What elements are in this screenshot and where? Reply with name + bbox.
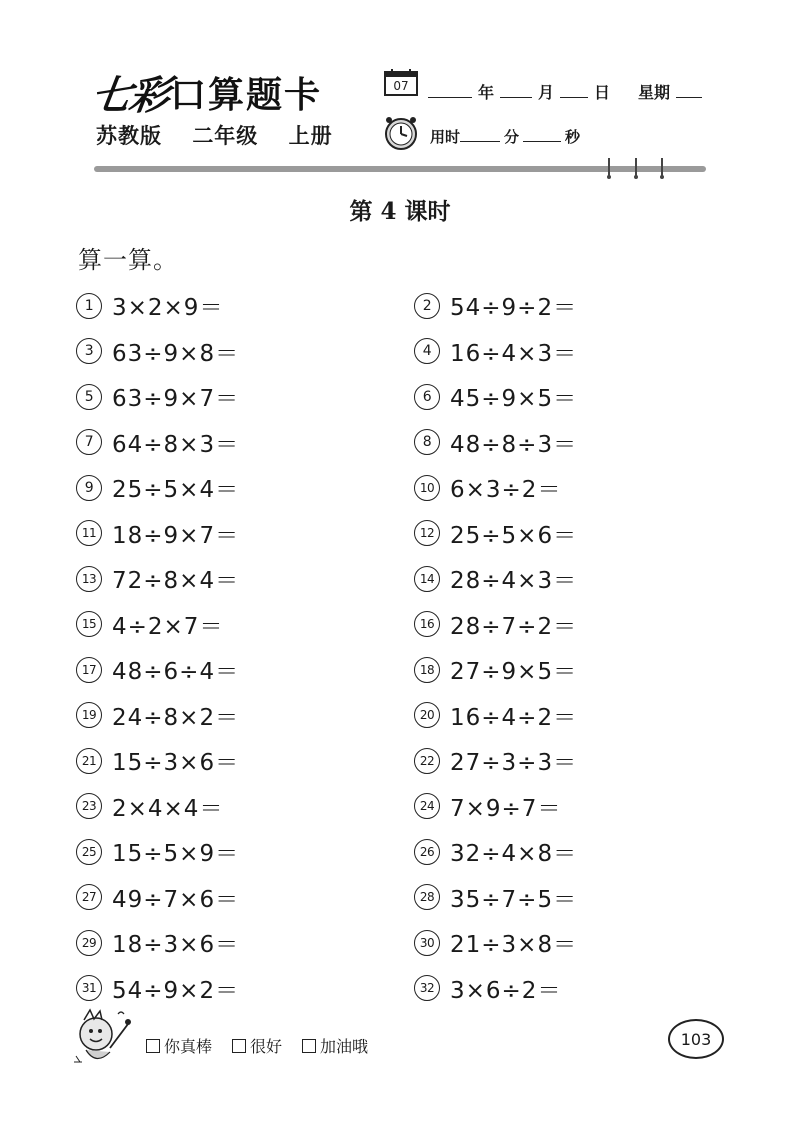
binder-ring-icon — [660, 158, 664, 180]
problem-expression: 35÷7÷5＝ — [450, 886, 578, 913]
binder-ring-icon — [634, 158, 638, 180]
problem-number: 17 — [76, 657, 102, 683]
problem-expression: 63÷9×8＝ — [112, 340, 240, 367]
problem-number: 12 — [414, 520, 440, 546]
weekday-blank[interactable] — [676, 83, 702, 98]
problem-expression: 6×3÷2＝ — [450, 477, 562, 504]
self-rating — [146, 1034, 368, 1057]
problem-number: 10 — [414, 475, 440, 501]
problem-number: 14 — [414, 566, 440, 592]
minutes-label: 分 — [504, 128, 520, 146]
problem-expression: 2×4×4＝ — [112, 795, 224, 822]
problem-number: 20 — [414, 702, 440, 728]
problem-number: 27 — [76, 884, 102, 910]
problem-number: 25 — [76, 839, 102, 865]
problem-expression: 54÷9×2＝ — [112, 977, 240, 1004]
problem-item — [76, 693, 414, 739]
problem-expression: 48÷6÷4＝ — [112, 659, 240, 686]
day-label: 日 — [594, 83, 611, 102]
problem-item — [76, 374, 414, 420]
problem-expression: 28÷4×3＝ — [450, 568, 578, 595]
checkbox-icon[interactable] — [146, 1039, 160, 1053]
problem-item — [414, 556, 714, 602]
problem-expression: 15÷3×6＝ — [112, 750, 240, 777]
problem-item — [76, 283, 414, 329]
rating-label: 很好 — [250, 1037, 283, 1056]
problem-number: 1 — [76, 293, 102, 319]
weekday-label: 星期 — [638, 83, 671, 102]
problem-expression: 63÷9×7＝ — [112, 386, 240, 413]
problem-number: 21 — [76, 748, 102, 774]
problem-expression: 16÷4×3＝ — [450, 340, 578, 367]
problem-number: 11 — [76, 520, 102, 546]
problem-item — [76, 511, 414, 557]
problem-number: 8 — [414, 429, 440, 455]
problem-expression: 25÷5×6＝ — [450, 522, 578, 549]
problem-number: 15 — [76, 611, 102, 637]
problem-number: 26 — [414, 839, 440, 865]
problem-number: 6 — [414, 384, 440, 410]
problem-item — [76, 602, 414, 648]
problem-expression: 15÷5×9＝ — [112, 841, 240, 868]
problem-item — [76, 875, 414, 921]
problem-item — [76, 465, 414, 511]
problem-item — [76, 966, 414, 1012]
rating-label: 加油哦 — [320, 1037, 369, 1056]
problem-grid — [76, 283, 716, 1011]
alarm-clock-icon — [382, 114, 420, 152]
problem-expression: 48÷8÷3＝ — [450, 431, 578, 458]
problem-item — [414, 738, 714, 784]
problem-expression: 16÷4÷2＝ — [450, 704, 578, 731]
instruction: 算一算。 — [78, 246, 178, 274]
brand-prefix: 七彩 — [88, 71, 171, 119]
problem-number: 2 — [414, 293, 440, 319]
problem-item — [76, 647, 414, 693]
time-fields — [430, 126, 584, 147]
problem-number: 29 — [76, 930, 102, 956]
mascot-illustration-icon — [70, 1008, 136, 1068]
problem-number: 31 — [76, 975, 102, 1001]
problem-number: 4 — [414, 338, 440, 364]
problem-expression: 45÷9×5＝ — [450, 386, 578, 413]
lesson-title: 第 4 课时 — [349, 198, 451, 225]
problem-number: 22 — [414, 748, 440, 774]
problem-number: 3 — [76, 338, 102, 364]
minutes-blank[interactable] — [460, 127, 500, 142]
problem-expression: 24÷8×2＝ — [112, 704, 240, 731]
problem-number: 24 — [414, 793, 440, 819]
rating-option-keep-going[interactable] — [302, 1034, 368, 1057]
problem-expression: 54÷9÷2＝ — [450, 295, 578, 322]
date-fields — [428, 80, 702, 103]
year-blank[interactable] — [428, 83, 472, 98]
rating-label: 你真棒 — [164, 1037, 213, 1056]
problem-item — [414, 374, 714, 420]
problem-item — [76, 920, 414, 966]
problem-item — [414, 329, 714, 375]
problem-item — [414, 420, 714, 466]
year-label: 年 — [478, 83, 495, 102]
problem-item — [414, 693, 714, 739]
problem-item — [76, 829, 414, 875]
problem-expression: 72÷8×4＝ — [112, 568, 240, 595]
calendar-day: 07 — [393, 79, 409, 93]
month-label: 月 — [538, 83, 555, 102]
rating-option-great[interactable] — [146, 1034, 212, 1057]
problem-expression: 18÷9×7＝ — [112, 522, 240, 549]
edition-publisher: 苏教版 — [96, 124, 162, 148]
problem-expression: 21÷3×8＝ — [450, 932, 578, 959]
problem-expression: 25÷5×4＝ — [112, 477, 240, 504]
problem-item — [76, 784, 414, 830]
time-used-label: 用时 — [430, 128, 461, 146]
problem-expression: 3×2×9＝ — [112, 295, 224, 322]
problem-number: 30 — [414, 930, 440, 956]
problem-number: 19 — [76, 702, 102, 728]
problem-item — [414, 966, 714, 1012]
problem-expression: 64÷8×3＝ — [112, 431, 240, 458]
brand-logo — [88, 68, 323, 119]
problem-item — [76, 329, 414, 375]
problem-item — [76, 738, 414, 784]
brand-title: 口算题卡 — [170, 74, 323, 116]
edition-line — [96, 120, 355, 150]
problem-number: 7 — [76, 429, 102, 455]
month-blank[interactable] — [500, 83, 532, 98]
problem-expression: 27÷3÷3＝ — [450, 750, 578, 777]
day-blank[interactable] — [560, 83, 588, 98]
seconds-blank[interactable] — [523, 127, 561, 142]
problem-item — [414, 602, 714, 648]
problem-item — [414, 920, 714, 966]
problem-expression: 32÷4×8＝ — [450, 841, 578, 868]
problem-expression: 3×6÷2＝ — [450, 977, 562, 1004]
problem-expression: 49÷7×6＝ — [112, 886, 240, 913]
problem-expression: 18÷3×6＝ — [112, 932, 240, 959]
problem-number: 9 — [76, 475, 102, 501]
rating-option-good[interactable] — [232, 1034, 282, 1057]
problem-number: 18 — [414, 657, 440, 683]
problem-number: 23 — [76, 793, 102, 819]
seconds-label: 秒 — [565, 128, 581, 146]
problem-expression: 28÷7÷2＝ — [450, 613, 578, 640]
problem-expression: 7×9÷7＝ — [450, 795, 562, 822]
calendar-icon — [384, 68, 418, 96]
problem-item — [76, 420, 414, 466]
problem-item — [414, 875, 714, 921]
problem-number: 13 — [76, 566, 102, 592]
problem-number: 32 — [414, 975, 440, 1001]
checkbox-icon[interactable] — [232, 1039, 246, 1053]
header-divider — [94, 166, 706, 172]
problem-item — [414, 283, 714, 329]
problem-number: 5 — [76, 384, 102, 410]
binder-ring-icon — [607, 158, 611, 180]
edition-volume: 上册 — [288, 124, 333, 148]
page-number: 103 — [668, 1019, 724, 1059]
problem-item — [414, 465, 714, 511]
problem-number: 28 — [414, 884, 440, 910]
problem-item — [414, 829, 714, 875]
problem-item — [414, 784, 714, 830]
problem-item — [76, 556, 414, 602]
edition-grade: 二年级 — [192, 124, 259, 148]
checkbox-icon[interactable] — [302, 1039, 316, 1053]
problem-number: 16 — [414, 611, 440, 637]
problem-item — [414, 511, 714, 557]
problem-expression: 27÷9×5＝ — [450, 659, 578, 686]
problem-expression: 4÷2×7＝ — [112, 613, 224, 640]
problem-item — [414, 647, 714, 693]
